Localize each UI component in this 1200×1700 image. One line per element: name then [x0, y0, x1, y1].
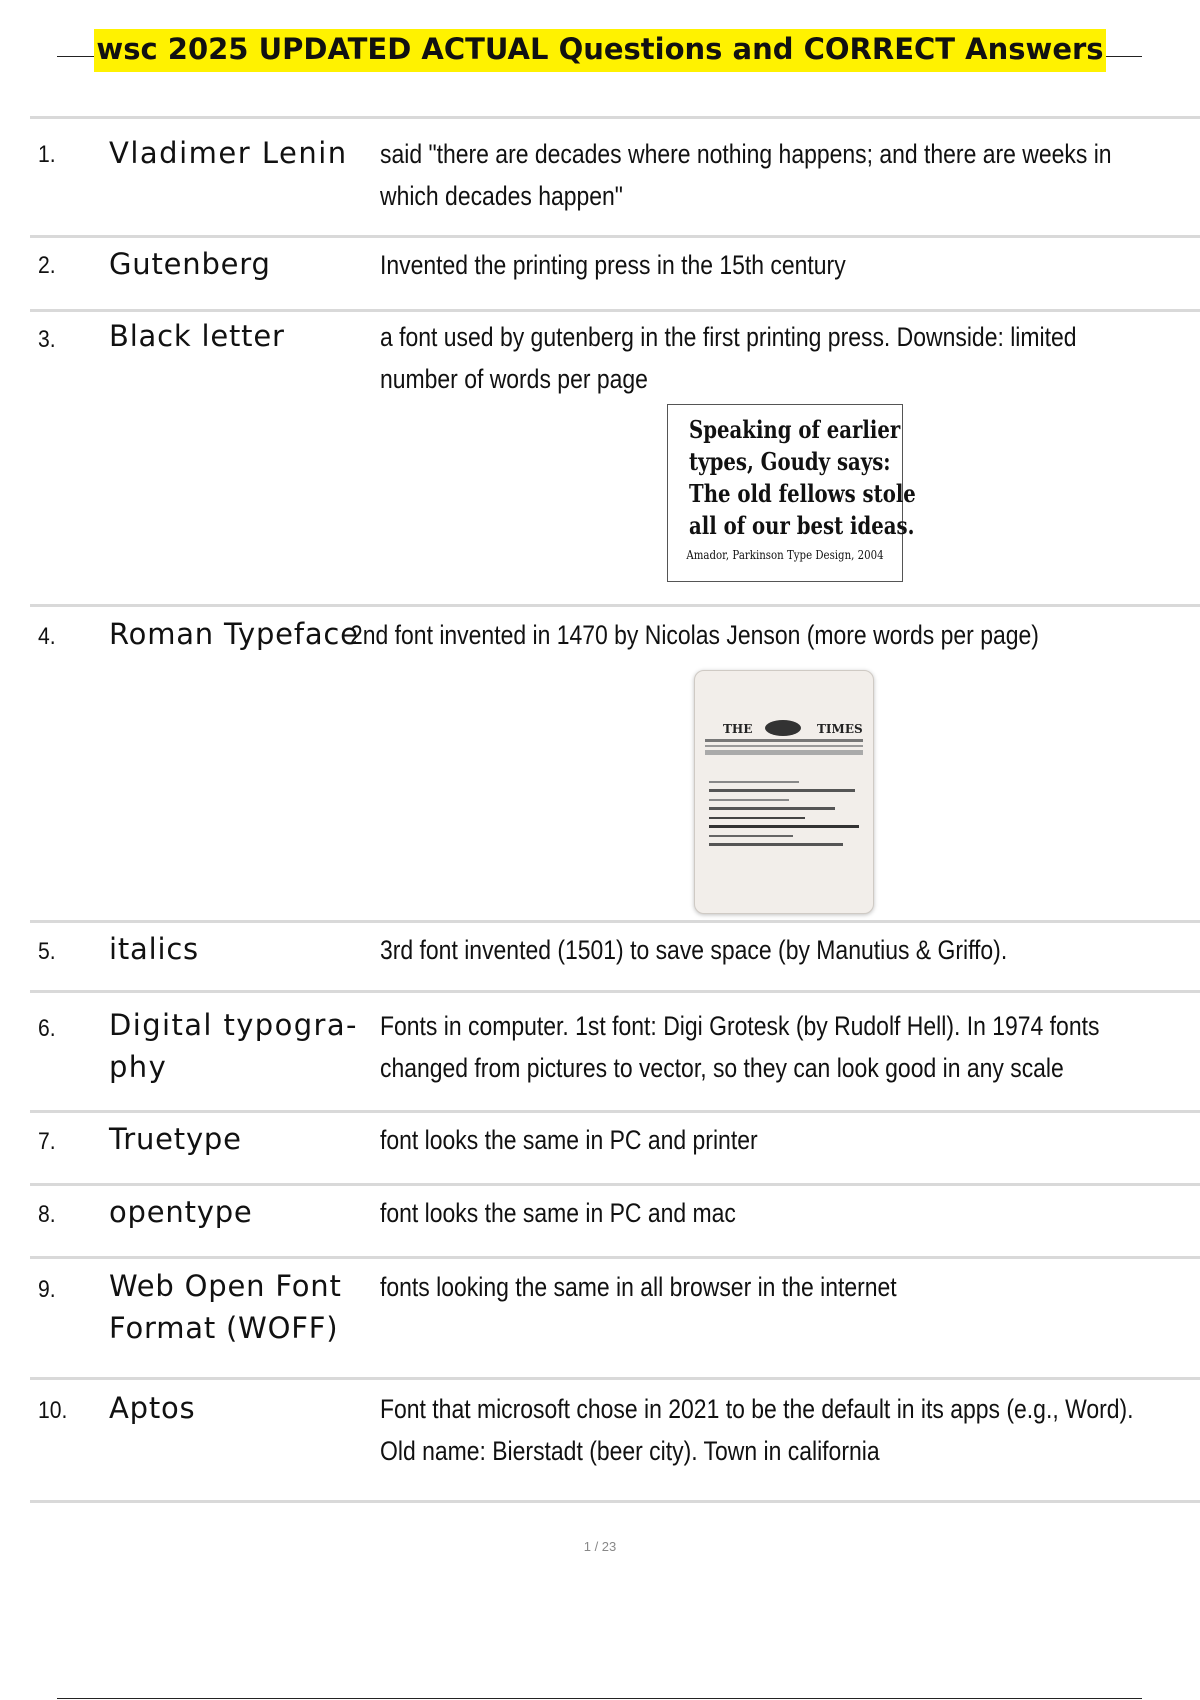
- row-number: 8.: [38, 1201, 56, 1228]
- row-divider: [30, 1110, 1200, 1113]
- blackletter-line: types, Goudy says:: [689, 447, 891, 476]
- row-definition: Invented the printing press in the 15th century: [380, 250, 846, 280]
- row-term: Web Open Font Format (WOFF): [109, 1269, 342, 1345]
- blackletter-line: all of our best ideas.: [689, 511, 915, 540]
- row-divider: [30, 1183, 1200, 1186]
- row-number: 7.: [38, 1128, 56, 1155]
- row-divider: [30, 1256, 1200, 1259]
- times-sample-image: [694, 670, 874, 914]
- row-definition: said "there are decades where nothing happens; and there are weeks in which decades happen": [380, 139, 1112, 211]
- row-divider: [30, 235, 1200, 238]
- row-term: Aptos: [109, 1391, 196, 1425]
- blackletter-line: The old fellows stole: [689, 479, 916, 508]
- row-number: 1.: [38, 141, 56, 168]
- blackletter-sample-image: [667, 404, 916, 582]
- row-term: Digital typogra-phy: [109, 1008, 358, 1084]
- row-number: 2.: [38, 252, 56, 279]
- page-number: 1 / 23: [583, 1539, 617, 1554]
- row-definition: 2nd font invented in 1470 by Nicolas Jenson (more words per page): [350, 620, 1039, 650]
- crest-icon: [765, 720, 801, 736]
- row-divider: [30, 1377, 1200, 1380]
- row-term: Truetype: [109, 1122, 242, 1156]
- row-term: Roman Typeface: [109, 617, 359, 651]
- blackletter-credit: Amador, Parkinson Type Design, 2004: [686, 548, 884, 562]
- row-term: opentype: [109, 1195, 253, 1229]
- row-definition: font looks the same in PC and printer: [380, 1125, 758, 1155]
- row-term: Vladimer Lenin: [109, 136, 348, 170]
- row-divider: [30, 116, 1200, 119]
- row-divider: [30, 309, 1200, 312]
- row-term: Gutenberg: [109, 247, 271, 281]
- row-divider: [30, 990, 1200, 993]
- row-definition: 3rd font invented (1501) to save space (by Manutius & Griffo).: [380, 935, 1008, 965]
- page-title: [0, 32, 1200, 66]
- row-number: 6.: [38, 1015, 56, 1042]
- bottom-rule: [57, 1698, 1142, 1699]
- row-definition: fonts looking the same in all browser in the internet: [380, 1272, 897, 1302]
- masthead-right: TIMES: [817, 722, 863, 736]
- row-definition: a font used by gutenberg in the first printing press. Downside: limited number of words per page: [380, 322, 1077, 394]
- row-divider: [30, 920, 1200, 923]
- row-term: Black letter: [109, 319, 285, 353]
- page-title-text: wsc 2025 UPDATED ACTUAL Questions and CORRECT Answers: [94, 29, 1105, 72]
- row-number: 3.: [38, 326, 56, 353]
- row-number: 9.: [38, 1276, 56, 1303]
- masthead-left: THE: [723, 722, 753, 736]
- row-number: 4.: [38, 623, 56, 650]
- row-term: italics: [109, 932, 199, 966]
- row-divider: [30, 604, 1200, 607]
- row-definition: font looks the same in PC and mac: [380, 1198, 736, 1228]
- row-number: 10.: [38, 1397, 68, 1424]
- times-newspaper-illustration: [695, 671, 873, 913]
- row-definition: Fonts in computer. 1st font: Digi Grotesk (by Rudolf Hell). In 1974 fonts changed from pictures to vector, so they can look good in any scale: [380, 1011, 1100, 1083]
- row-definition: Font that microsoft chose in 2021 to be the default in its apps (e.g., Word). Old name: Bierstadt (beer city). Town in california: [380, 1394, 1134, 1466]
- blackletter-line: Speaking of earlier: [689, 415, 901, 444]
- row-divider: [30, 1500, 1200, 1503]
- row-number: 5.: [38, 938, 56, 965]
